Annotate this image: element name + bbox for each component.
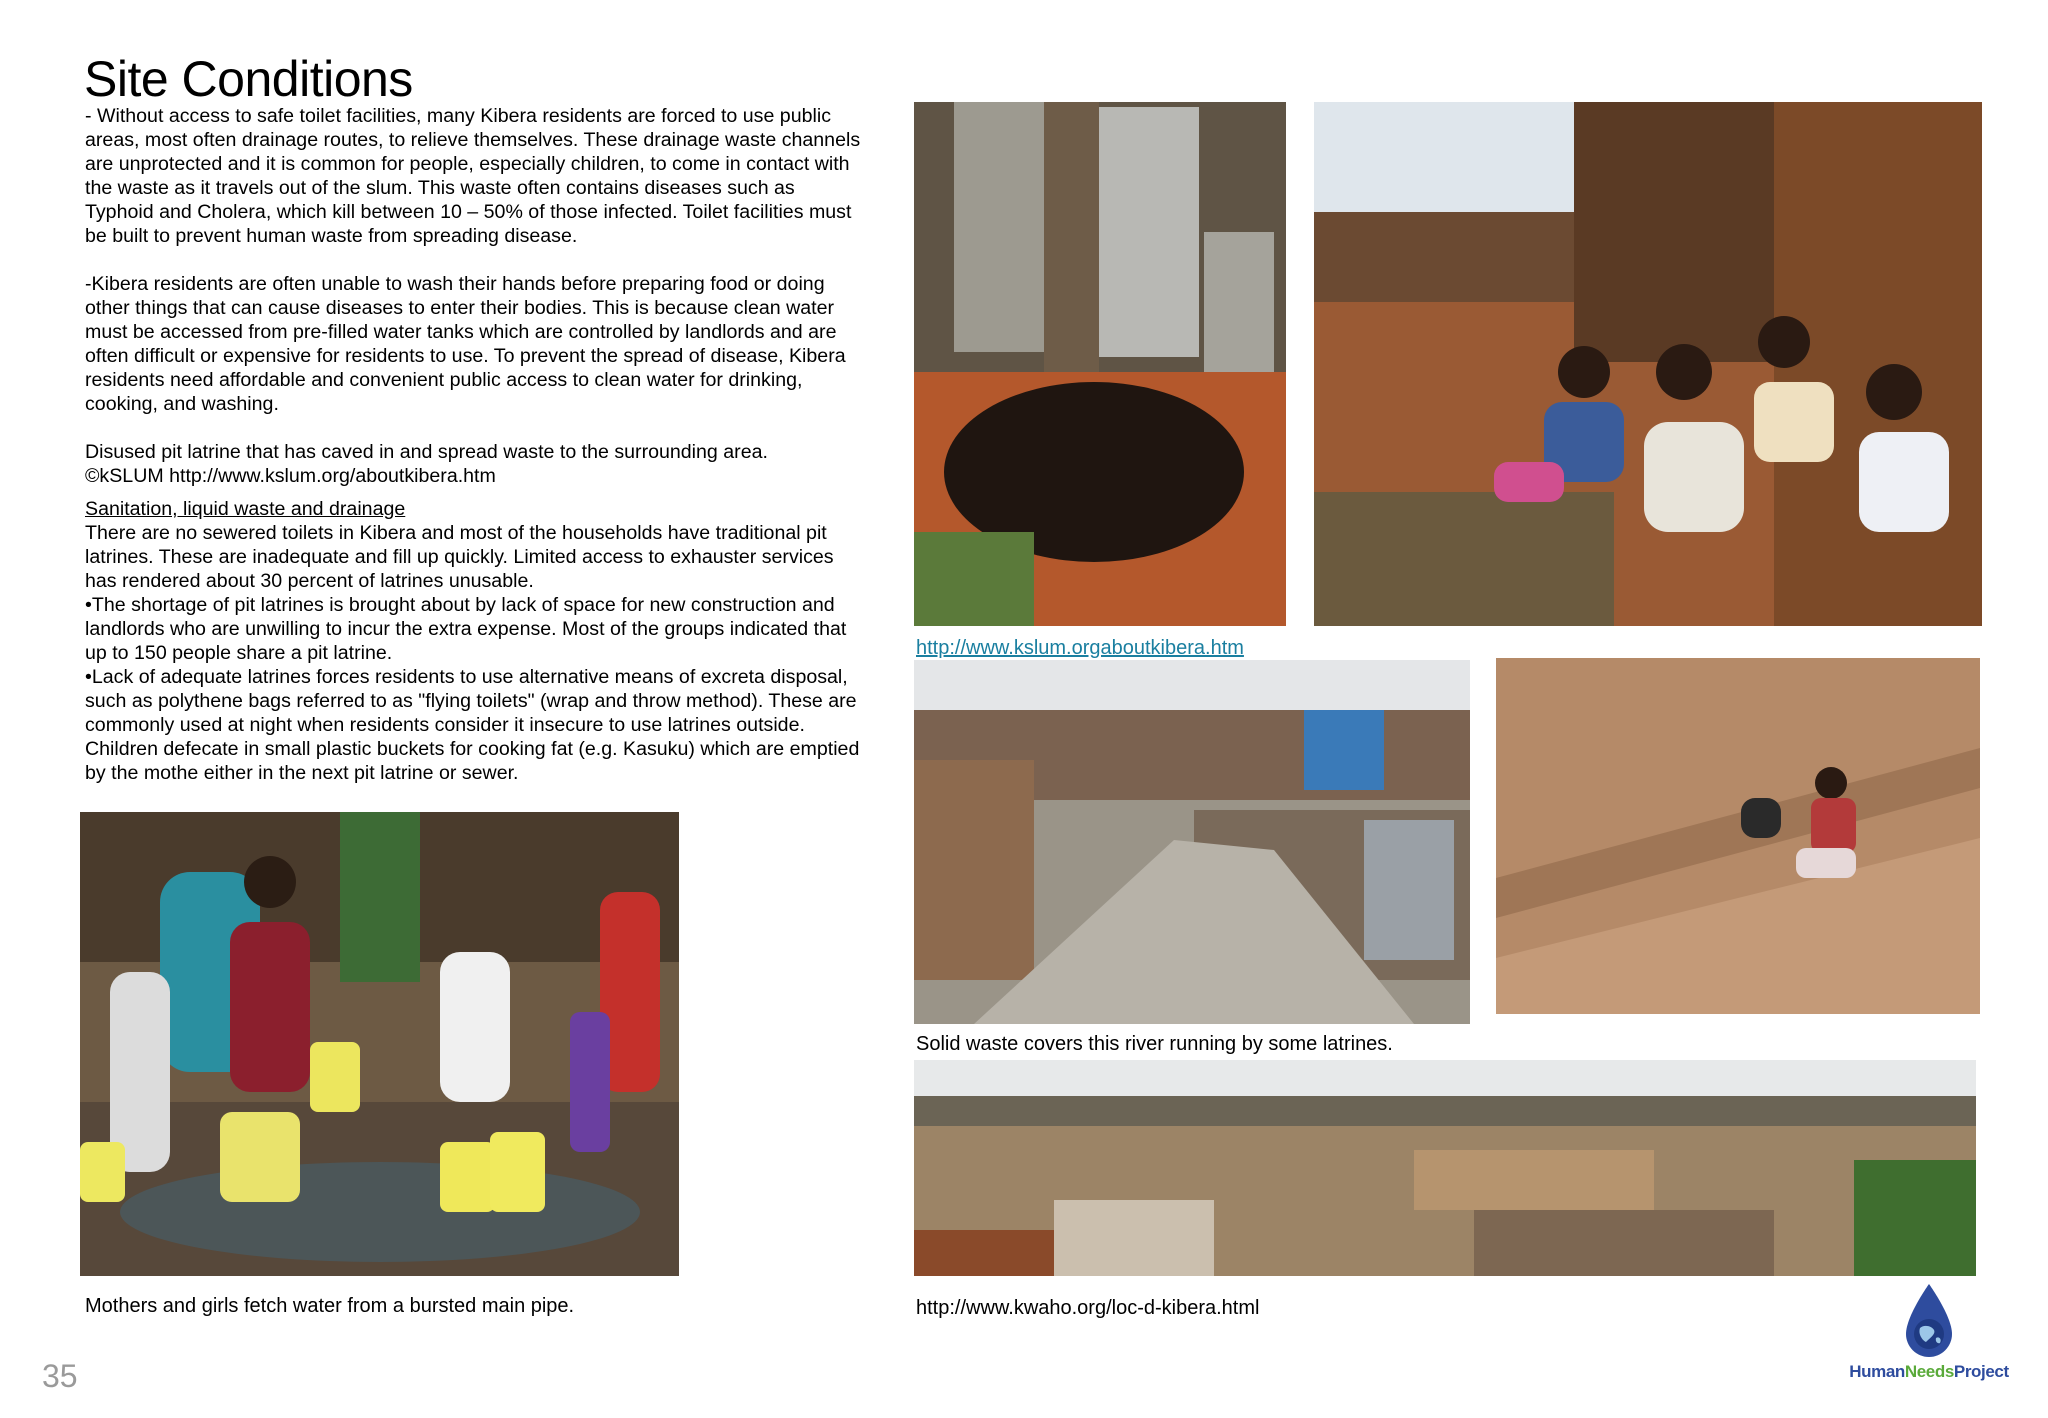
body-text-block bbox=[85, 104, 865, 785]
kslum-link-text[interactable]: http://www.kslum.orgaboutkibera.htm bbox=[916, 637, 1244, 659]
paragraph-handwashing: -Kibera residents are often unable to wash their hands before preparing food or doing other things that can cause diseases to enter their bodies. This is because clean water must be accessed from pre-filled water tanks which are controlled by landlords and are often difficult or expensive for residents to use. To prevent the spread of disease, Kibera residents need affordable and convenient public access to clean water for drinking, cooking, and washing. bbox=[85, 273, 846, 415]
photo-kibera-panorama bbox=[914, 1060, 1976, 1276]
paragraph-latrine-shortage: •The shortage of pit latrines is brought about by lack of space for new construction and landlords who are unwilling to incur the extra expense. Most of the groups indicated that up to 150 people share a pit latrine. bbox=[85, 594, 847, 664]
page-title: Site Conditions bbox=[84, 51, 413, 107]
caption-mothers-water: Mothers and girls fetch water from a bursted main pipe. bbox=[85, 1295, 575, 1317]
photo-child-drainage bbox=[1496, 658, 1980, 1014]
paragraph-flying-toilets: •Lack of adequate latrines forces residents to use alternative means of excreta disposal, such as polythene bags referred to as "flying toilets" (wrap and throw method). These are commonly used at night when residents consider it insecure to use latrines outside. Children defecate in small plastic buckets for cooking fat (e.g. Kasuku) which are emptied by the mothe either in the next pit latrine or sewer. bbox=[85, 666, 860, 784]
photo-collapsed-latrine bbox=[914, 102, 1286, 626]
caption-kwaho-url: http://www.kwaho.org/loc-d-kibera.html bbox=[916, 1297, 1260, 1319]
logo-wordmark: HumanNeedsProject bbox=[1849, 1362, 2009, 1381]
water-drop-globe-icon bbox=[1844, 1282, 2014, 1362]
photo-solid-waste-river bbox=[914, 660, 1470, 1024]
kslum-link[interactable] bbox=[916, 636, 1244, 660]
pit-latrine-caption-line1: Disused pit latrine that has caved in and spread waste to the surrounding area. bbox=[85, 441, 768, 463]
caption-solid-waste: Solid waste covers this river running by some latrines. bbox=[916, 1033, 1393, 1055]
paragraph-sewered-toilets: There are no sewered toilets in Kibera and most of the households have traditional pit latrines. These are inadequate and fill up quickly. Limited access to exhauster services has rendered about 30 percent of latrines unusable. bbox=[85, 522, 834, 592]
photo-water-collection bbox=[80, 812, 679, 1276]
page-number: 35 bbox=[42, 1358, 78, 1394]
paragraph-pit-latrine-caption bbox=[85, 440, 865, 488]
section-heading-sanitation: Sanitation, liquid waste and drainage bbox=[85, 498, 406, 520]
photo-children-kibera bbox=[1314, 102, 1982, 626]
human-needs-project-logo bbox=[1844, 1282, 2014, 1382]
pit-latrine-caption-line2: ©kSLUM http://www.kslum.org/aboutkibera.htm bbox=[85, 465, 496, 487]
paragraph-toilet-access: - Without access to safe toilet facilities, many Kibera residents are forced to use public areas, most often drainage routes, to relieve themselves. These drainage waste channels are unprotected and it is common for people, especially children, to come in contact with the waste as it travels out of the slum. This waste often contains diseases such as Typhoid and Cholera, which kill between 10 – 50% of those infected. Toilet facilities must be built to prevent human waste from spreading disease. bbox=[85, 105, 861, 247]
